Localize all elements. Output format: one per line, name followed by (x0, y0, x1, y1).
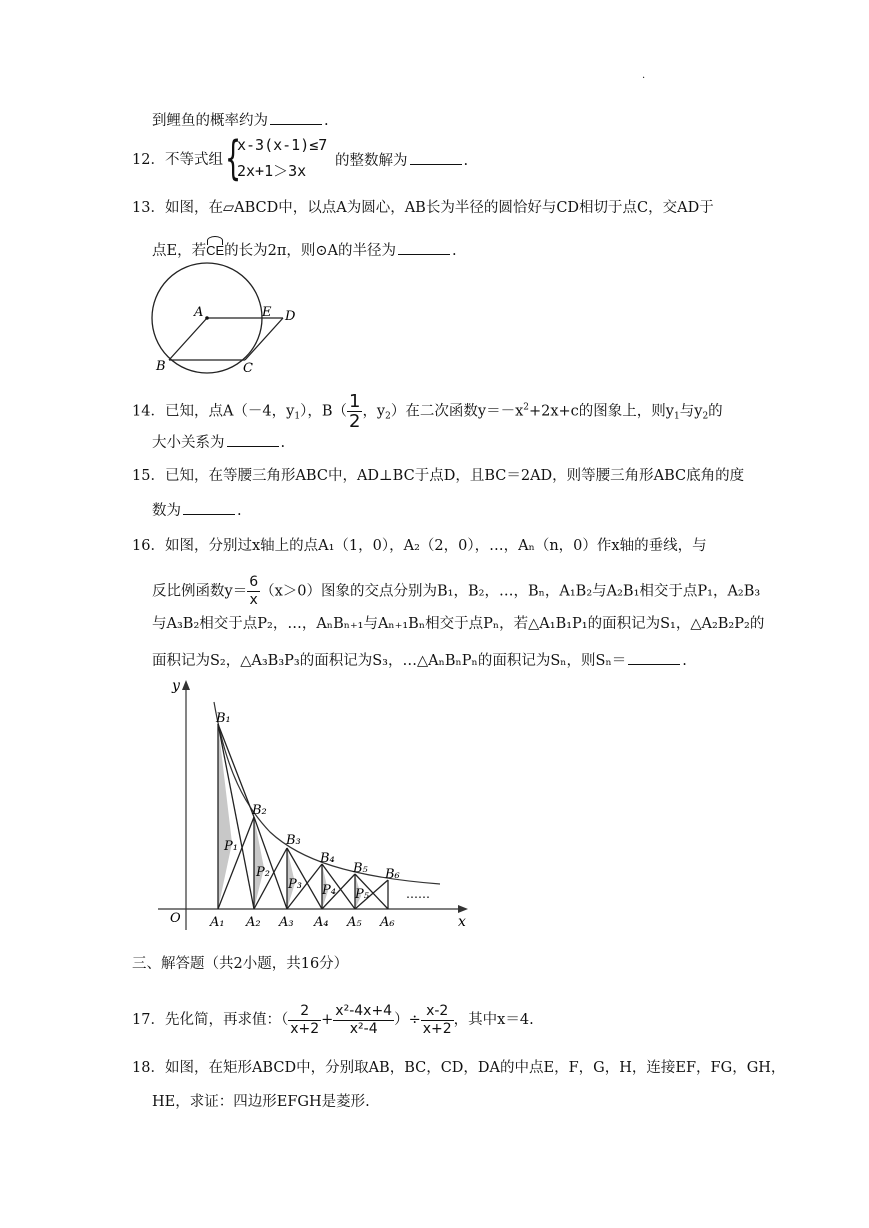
fraction-6-over-x: $\frac{6}{x}$ (249, 574, 259, 608)
section-3-heading: 三、解答题（共2小题，共16分） (132, 956, 349, 972)
inequality-row-2: 2x+1＞3x (237, 162, 307, 180)
inequality-system: { x-3(x-1)≤7 2x+1＞3x (225, 131, 328, 185)
label-a: A (194, 305, 204, 320)
q16-line-3: 与A₃B₂相交于点P₂，…，AₙBₙ₊₁与Aₙ₊₁Bₙ相交于点Pₙ，若△A₁B₁P₁的面积记为S₁，△A₂B₂P₂的 (152, 616, 765, 632)
q17-line: 17．先化简，再求值：（ $\frac{2}{x+2}$ + $\frac{\text{x²-4x+4}}{\text{x²-4}}$ ）÷ $\frac{x-2}{x+2}$ ，其中x＝4. (132, 1002, 534, 1037)
origin-label: O (170, 911, 181, 926)
y-label: y (172, 678, 180, 694)
inequality-row-1: x-3(x-1)≤7 (237, 136, 328, 154)
answer-blank[interactable] (410, 150, 462, 165)
label-a4: A₄ (314, 915, 329, 930)
label-p1: P₁ (224, 839, 238, 854)
q13-line-2: 点E，若CE的长为2π，则⊙A的半径为 . (152, 240, 457, 261)
label-b1: B₁ (216, 711, 231, 726)
q18-line-1: 18．如图，在矩形ABCD中，分别取AB，BC，CD，DA的中点E，F，G，H，连接EF，FG，GH， (132, 1060, 786, 1076)
q16-graph (150, 672, 472, 934)
q14-line-2: 大小关系为 . (152, 432, 285, 453)
answer-blank[interactable] (270, 110, 322, 125)
label-b4: B₄ (320, 851, 335, 866)
q15-line-2: 数为 . (152, 500, 242, 521)
label-p4: P₄ (322, 883, 336, 898)
q13-figure (145, 262, 310, 380)
label-b3: B₃ (286, 833, 301, 848)
top-dot: . (642, 70, 646, 81)
label-b2: B₂ (252, 803, 267, 818)
label-a1: A₁ (210, 915, 225, 930)
label-d: D (285, 309, 296, 324)
q11-tail: 到鲤鱼的概率约为 . (152, 110, 329, 131)
label-p2: P₂ (256, 865, 270, 880)
q12-number: 12．不等式组 (132, 152, 223, 168)
answer-blank[interactable] (227, 432, 279, 447)
x-label: x (458, 914, 466, 930)
q12-tail: 的整数解为 . (335, 150, 468, 171)
q16-line-4: 面积记为S₂，△A₃B₃P₃的面积记为S₃，…△AₙBₙPₙ的面积记为Sₙ，则Sₙ＝ . (152, 650, 687, 671)
label-a3: A₃ (279, 915, 294, 930)
ellipsis: …… (406, 887, 430, 901)
label-c: C (243, 361, 253, 376)
label-a6: A₆ (380, 915, 395, 930)
label-a5: A₅ (347, 915, 362, 930)
q14-line-1: 14．已知，点A（－4，$y_1$），B（ $\frac{1}{2}$ ，$y_2$）在二次函数$y=-x^2+2x+c$的图象上，则$y_1$与$y_2$的 (132, 391, 723, 432)
q16-line-2: 反比例函数y＝ $\frac{6}{x}$ （x＞0）图象的交点分别为B₁，B₂，…，Bₙ，A₁B₂与A₂B₁相交于点P₁，A₂B₃ (152, 574, 761, 608)
label-p3: P₃ (288, 877, 302, 892)
fraction-x-minus-2: $\frac{x-2}{x+2}$ (422, 1002, 452, 1037)
q13-line-1: 13．如图，在▱ABCD中，以点A为圆心，AB长为半径的圆恰好与CD相切于点C，交AD于 (132, 200, 714, 216)
fraction-quadratic: $\frac{\text{x²-4x+4}}{\text{x²-4}}$ (335, 1002, 393, 1037)
fraction-2-over-x-plus-2: $\frac{2}{x+2}$ (290, 1002, 320, 1037)
arc-ce: CE (206, 241, 224, 261)
label-a2: A₂ (246, 915, 261, 930)
label-b6: B₆ (385, 867, 400, 882)
answer-blank[interactable] (398, 240, 450, 255)
label-p5: P₅ (355, 887, 369, 902)
q18-line-2: HE，求证：四边形EFGH是菱形. (152, 1094, 370, 1110)
answer-blank[interactable] (183, 500, 235, 515)
q15-line-1: 15．已知，在等腰三角形ABC中，AD⊥BC于点D，且BC＝2AD，则等腰三角形ABC底角的度 (132, 468, 745, 484)
label-b: B (156, 359, 166, 374)
label-b5: B₅ (353, 861, 368, 876)
fraction-half: $\frac{1}{2}$ (348, 391, 361, 432)
answer-blank[interactable] (628, 650, 680, 665)
q16-line-1: 16．如图，分别过x轴上的点A₁（1，0），A₂（2，0），…，Aₙ（n，0）作x轴的垂线，与 (132, 538, 707, 554)
label-e: E (262, 305, 272, 320)
